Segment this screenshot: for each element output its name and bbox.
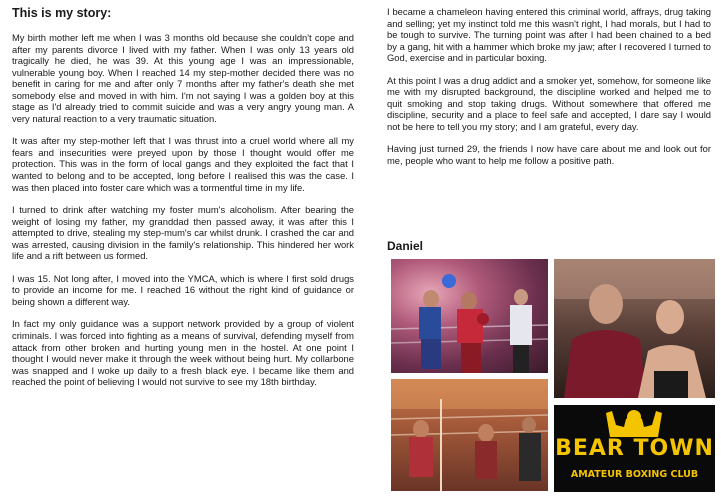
bear-town-logo <box>554 405 715 492</box>
portrait-photo <box>554 259 715 398</box>
page-title: This is my story: <box>12 6 112 20</box>
story-paragraph-3: I turned to drink after watching my foster mum's alcoholism. After bearing the weight of losing my father, my granddad then passed away, it was after this I attempted to drive, stealing my step-mum's car whilst drunk. I crashed the car and was arrested, causing division in the family's relationship. This hindered her work life and a rift between us formed. <box>12 204 354 262</box>
story-paragraph-7: At this point I was a drug addict and a smoker yet, somehow, for someone like me with my disrupted background, the discipline worked and helped me to quit smoking and stop taking drugs. Without somewhere that offered me discipline, security and a place to feel safe and accepted, I dare say I would not be here to tell you my story; and I am grateful, every day. <box>387 74 711 132</box>
logo-line1: BEAR TOWN <box>555 436 714 461</box>
subject-name: Daniel <box>387 239 424 253</box>
story-paragraph-2: It was after my step-mother left that I was thrust into a cruel world where all my fears and insecurities were preyed upon by those I thought would offer me protection. This was in the form of local gangs and they exploited the fact that I wanted to belong and to be accepted, long before I realised this was the case. I was then placed into foster care which was a tormentful time in my life. <box>12 135 354 193</box>
story-paragraph-6: I became a chameleon having entered this criminal world, affrays, drug taking and selling; yet my instinct told me this wasn't right, I had morals, but I had to be tough to survive. The turning point was after I had been chained to a bed by a gang, hit with a hammer which broke my jaw; after I recovered I turned to God, exercise and in particular boxing. <box>387 6 711 64</box>
left-column <box>12 0 354 388</box>
right-column <box>387 0 711 167</box>
story-paragraph-5: In fact my only guidance was a support network provided by a group of violent criminals. I was forced into fighting as a means of survival, defending myself from attack from other broken and hurting young men in the hostel. At one point I thought I would never make it through the week without being hurt. My collarbone was snapped and I woke up daily to a fresh black eye. I became like them and reached the point of believing I would not survive to see my 18th birthday. <box>12 318 354 388</box>
story-paragraph-1: My birth mother left me when I was 3 months old because she couldn't cope and after my parents divorce I lived with my father. When I was only 13 years old tragically he died, he was 39. At this young age I was an impressionable, vulnerable young boy. When I reached 14 my step-mother decided there was no benefit in caring for me and after only 7 months after my father's death she met somebody else and moved in with him. I'm not saying I was a golden boy at this stage as I'd already tried to commit suicide and was a very angry young man. A very natural reaction to a very traumatic situation. <box>12 32 354 124</box>
logo-line2: AMATEUR BOXING CLUB <box>570 469 699 480</box>
story-paragraph-4: I was 15. Not long after, I moved into the YMCA, which is where I first sold drugs to provide an income for me. I reached 16 without the right kind of guidance or being shown a different way. <box>12 272 354 307</box>
story-paragraph-8: Having just turned 29, the friends I now have care about me and look out for me, people who want to help me follow a positive path. <box>387 143 711 167</box>
boxing-match-photo <box>391 259 548 373</box>
gym-training-photo <box>391 379 548 491</box>
